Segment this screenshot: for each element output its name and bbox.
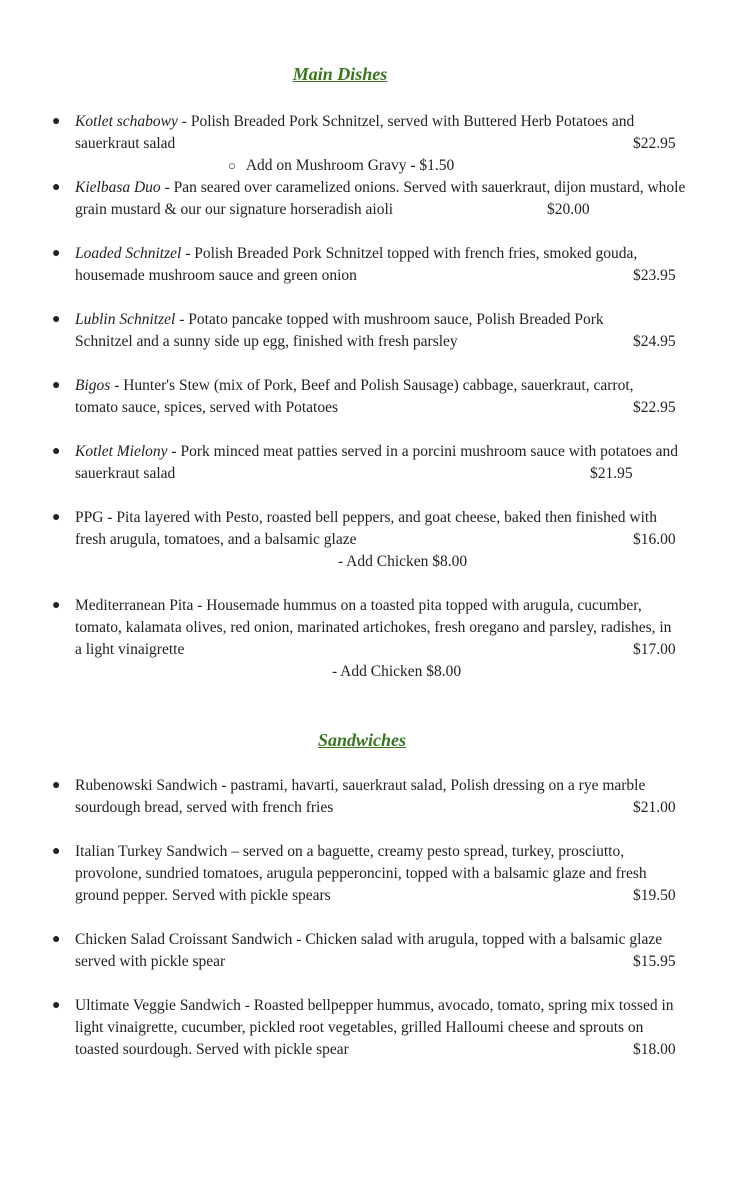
item-description: Italian Turkey Sandwich – served on a baguette, creamy pesto spread, turkey, prosciutto, provolone, sundried tomatoes, arugula pepperoncini, topped with a balsamic glaze and fresh ground pepper. Served with pickle spears bbox=[75, 843, 647, 904]
item-name: Bigos bbox=[75, 377, 111, 394]
sandwiches-heading: Sandwiches bbox=[318, 730, 407, 750]
item-name: Lublin Schnitzel bbox=[75, 311, 176, 328]
bullet-icon: ● bbox=[52, 932, 61, 947]
bullet-icon: ● bbox=[52, 180, 61, 195]
item-price: $22.95 bbox=[633, 399, 676, 416]
bullet-icon: ● bbox=[52, 378, 61, 393]
item-description: Kotlet Mielony - Pork minced meat patties served in a porcini mushroom sauce with potatoes and sauerkraut salad bbox=[75, 443, 679, 482]
item-description: Rubenowski Sandwich - pastrami, havarti, sauerkraut salad, Polish dressing on a rye marble sourdough bread, served with french fries bbox=[75, 777, 646, 816]
bullet-icon: ● bbox=[52, 246, 61, 261]
item-name: Kielbasa Duo bbox=[75, 179, 161, 196]
bullet-icon: ● bbox=[52, 312, 61, 327]
item-description: PPG - Pita layered with Pesto, roasted bell peppers, and goat cheese, baked then finished with fresh arugula, tomatoes, and a balsamic glaze bbox=[75, 509, 657, 548]
main-dishes-heading: Main Dishes bbox=[292, 64, 388, 84]
item-price: $17.00 bbox=[633, 641, 676, 658]
item-name: Kotlet schabowy bbox=[75, 113, 178, 130]
item-name: Loaded Schnitzel bbox=[75, 245, 182, 262]
bullet-icon: ● bbox=[52, 598, 61, 613]
item-price: $21.00 bbox=[633, 799, 676, 816]
item-description: Chicken Salad Croissant Sandwich - Chicken salad with arugula, topped with a balsamic glaze served with pickle spear bbox=[75, 931, 663, 970]
item-description: Bigos - Hunter's Stew (mix of Pork, Beef and Polish Sausage) cabbage, sauerkraut, carrot, tomato sauce, spices, served with Potatoes bbox=[75, 377, 634, 416]
item-addon: ○ Add on Mushroom Gravy - $1.50 bbox=[228, 155, 454, 177]
item-price: $19.50 bbox=[633, 887, 676, 904]
circle-bullet-icon: ○ bbox=[228, 158, 236, 173]
item-price: $21.95 bbox=[590, 465, 633, 482]
bullet-icon: ● bbox=[52, 778, 61, 793]
item-price: $22.95 bbox=[633, 135, 676, 152]
item-description: Ultimate Veggie Sandwich - Roasted bellpepper hummus, avocado, tomato, spring mix tossed in light vinaigrette, cucumber, pickled root vegetables, grilled Halloumi cheese and sprouts on toasted sourdough. Served with pickle spear bbox=[75, 997, 674, 1058]
item-price: $23.95 bbox=[633, 267, 676, 284]
bullet-icon: ● bbox=[52, 444, 61, 459]
bullet-icon: ● bbox=[52, 844, 61, 859]
item-price: $18.00 bbox=[633, 1041, 676, 1058]
item-price: $15.95 bbox=[633, 953, 676, 970]
item-price: $20.00 bbox=[547, 201, 590, 218]
bullet-icon: ● bbox=[52, 114, 61, 129]
item-description: Mediterranean Pita - Housemade hummus on a toasted pita topped with arugula, cucumber, tomato, kalamata olives, red onion, marinated artichokes, fresh oregano and parsley, radishes, in a light vinaigrette bbox=[75, 597, 672, 658]
item-addon: - Add Chicken $8.00 bbox=[338, 553, 468, 570]
bullet-icon: ● bbox=[52, 510, 61, 525]
item-name: Kotlet Mielony bbox=[75, 443, 168, 460]
item-description: Loaded Schnitzel - Polish Breaded Pork Schnitzel topped with french fries, smoked gouda, housemade mushroom sauce and green onion bbox=[75, 245, 638, 284]
item-description: Lublin Schnitzel - Potato pancake topped with mushroom sauce, Polish Breaded Pork Schnitzel and a sunny side up egg, finished with fresh parsley bbox=[75, 311, 604, 350]
item-addon: - Add Chicken $8.00 bbox=[332, 663, 462, 680]
item-price: $24.95 bbox=[633, 333, 676, 350]
item-description: Kotlet schabowy - Polish Breaded Pork Schnitzel, served with Buttered Herb Potatoes and sauerkraut salad bbox=[75, 113, 635, 152]
item-price: $16.00 bbox=[633, 531, 676, 548]
item-description: Kielbasa Duo - Pan seared over caramelized onions. Served with sauerkraut, dijon mustard, whole grain mustard & our our signature horseradish aioli bbox=[75, 179, 686, 218]
bullet-icon: ● bbox=[52, 998, 61, 1013]
